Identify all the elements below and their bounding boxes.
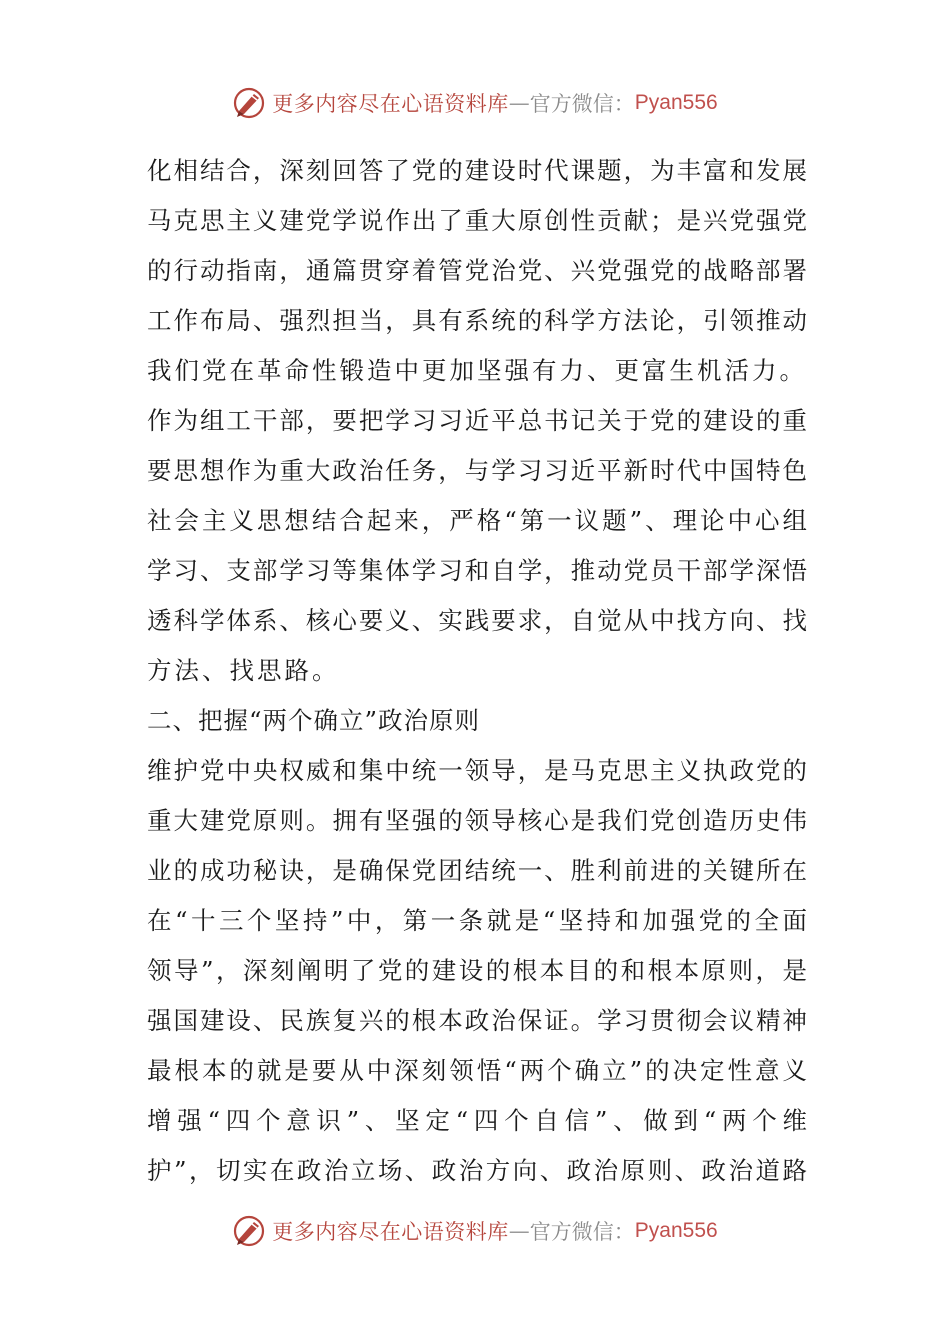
- text-line: 最根本的就是要从中深刻领悟“两个确立”的决定性意义: [147, 1056, 807, 1085]
- banner-separator: —: [508, 91, 530, 115]
- text-line: 强国建设、民族复兴的根本政治保证。学习贯彻会议精神: [147, 1006, 807, 1035]
- text-line: 方法、找思路。: [147, 656, 340, 685]
- text-line: 马克思主义建党学说作出了重大原创性贡献；是兴党强党: [147, 206, 807, 235]
- text-line: 化相结合，深刻回答了党的建设时代课题，为丰富和发展: [147, 156, 807, 185]
- banner-wechat-id: Pyan556: [634, 91, 718, 114]
- footer-banner: [0, 1208, 950, 1254]
- text-line: 学习、支部学习等集体学习和自学，推动党员干部学深悟: [147, 556, 807, 585]
- text-line: 业的成功秘诀，是确保党团结统一、胜利前进的关键所在: [147, 856, 807, 885]
- text-line: 增强“四个意识”、坚定“四个自信”、做到“两个维: [147, 1106, 807, 1135]
- text-line: 作为组工干部，要把学习习近平总书记关于党的建设的重: [147, 406, 807, 435]
- document-body: [147, 146, 807, 1196]
- pen-logo-icon: [232, 86, 266, 120]
- banner-main-text: 更多内容尽在心语资料库: [272, 1220, 509, 1244]
- banner-main-text: 更多内容尽在心语资料库: [272, 92, 509, 116]
- banner-wechat-id: Pyan556: [634, 1219, 718, 1242]
- banner-separator: —: [508, 1219, 530, 1243]
- banner-wechat-label: 官方微信：: [529, 92, 635, 116]
- text-line: 领导”，深刻阐明了党的建设的根本目的和根本原则，是: [147, 956, 807, 985]
- text-line: 在“十三个坚持”中，第一条就是“坚持和加强党的全面: [147, 906, 807, 935]
- text-line: 社会主义思想结合起来，严格“第一议题”、理论中心组: [147, 506, 807, 535]
- pen-logo-icon: [232, 1214, 266, 1248]
- text-line: 的行动指南，通篇贯穿着管党治党、兴党强党的战略部署: [147, 256, 807, 285]
- text-line: 维护党中央权威和集中统一领导，是马克思主义执政党的: [147, 756, 807, 785]
- section-heading: 二、把握“两个确立”政治原则: [147, 706, 481, 735]
- header-banner: [0, 80, 950, 126]
- text-line: 透科学体系、核心要义、实践要求，自觉从中找方向、找: [147, 606, 807, 635]
- banner-wechat-label: 官方微信：: [529, 1220, 635, 1244]
- text-line: 我们党在革命性锻造中更加坚强有力、更富生机活力。: [147, 356, 807, 385]
- text-line: 护”，切实在政治立场、政治方向、政治原则、政治道路: [147, 1156, 807, 1185]
- text-line: 要思想作为重大政治任务，与学习习近平新时代中国特色: [147, 456, 807, 485]
- text-line: 工作布局、强烈担当，具有系统的科学方法论，引领推动: [147, 306, 807, 335]
- text-line: 重大建党原则。拥有坚强的领导核心是我们党创造历史伟: [147, 806, 807, 835]
